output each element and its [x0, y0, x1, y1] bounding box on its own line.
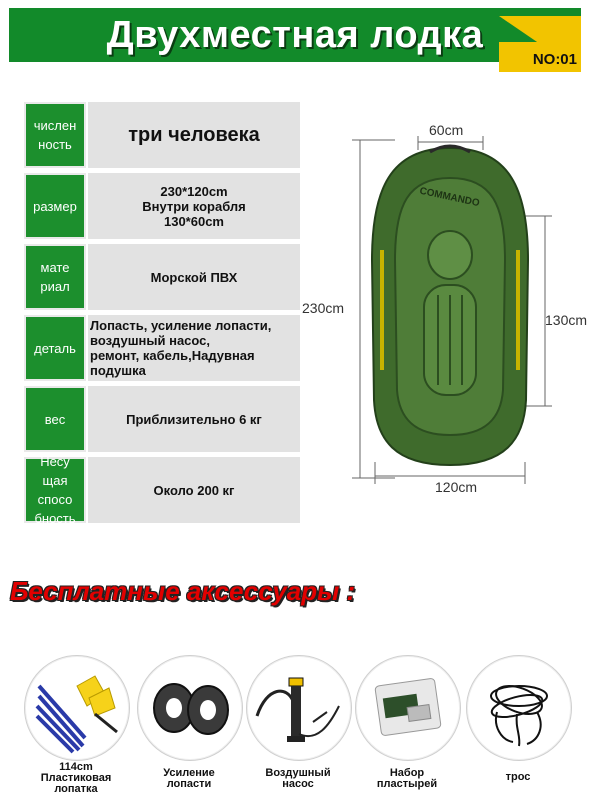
dimension-width: 120cm — [435, 479, 478, 495]
dimension-top-width: 60cm — [429, 122, 464, 138]
spec-row-weight — [24, 386, 300, 452]
spec-row-size — [24, 173, 300, 239]
accessory-label: трос — [505, 771, 531, 783]
accessory-paddle — [24, 655, 130, 761]
page-title: Двухместная лодка — [106, 14, 484, 56]
spec-value: 230*120cm Внутри корабля 130*60cm — [88, 173, 300, 239]
rings-icon — [138, 656, 242, 760]
accessory-rope — [466, 655, 572, 761]
accessory-air-pump — [246, 655, 352, 761]
boat-illustration — [300, 100, 600, 500]
boat-brand-text: COMMANDO — [418, 185, 481, 210]
paddle-icon — [25, 656, 129, 760]
spec-label: размер — [24, 173, 86, 239]
title-banner — [9, 8, 581, 68]
accessory-patch-kit — [355, 655, 461, 761]
number-tag-label: NO:01 — [532, 51, 577, 68]
spec-value: Лопасть, усиление лопасти, воздушный насос, ремонт, кабель,Надувная подушка — [88, 315, 300, 381]
spec-value: три человека — [88, 102, 300, 168]
spec-label: числен ность — [24, 102, 86, 168]
pump-icon — [247, 656, 351, 760]
spec-row-material — [24, 244, 300, 310]
accessory-label: Набор пластырей — [376, 767, 438, 790]
spec-label: деталь — [24, 315, 86, 381]
number-tag — [499, 16, 581, 72]
spec-value: Морской ПВХ — [88, 244, 300, 310]
accessories-header: Бесплатные аксессуары : — [10, 576, 356, 606]
dimension-inner-length: 130cm — [545, 312, 588, 328]
spec-row-load — [24, 454, 300, 526]
spec-value: Приблизительно 6 кг — [88, 386, 300, 452]
spec-row-capacity — [24, 102, 300, 168]
boat-diagram — [300, 100, 600, 500]
spec-label: мате риал — [24, 244, 86, 310]
accessory-label: 114cm Пластиковая лопатка — [40, 761, 112, 795]
accessory-label: Воздушный насос — [265, 767, 331, 790]
accessory-paddle-reinforcement — [137, 655, 243, 761]
patch-kit-icon — [356, 656, 460, 760]
spec-value: Около 200 кг — [88, 457, 300, 523]
accessory-label: Усиление лопасти — [163, 767, 215, 790]
spec-label: вес — [24, 386, 86, 452]
spec-row-details — [24, 315, 300, 381]
spec-label: Несу щая спосо бность — [24, 457, 86, 523]
rope-icon — [467, 656, 571, 760]
dimension-length: 230cm — [302, 300, 345, 316]
